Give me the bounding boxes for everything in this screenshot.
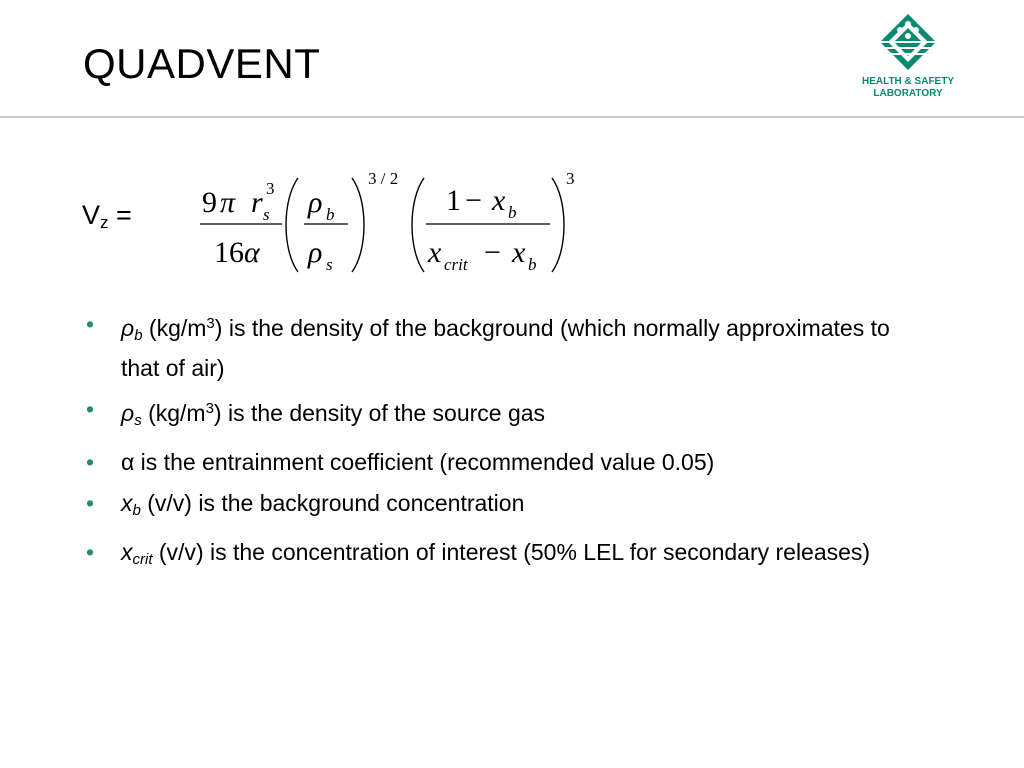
formula-rhs: [190, 160, 610, 290]
formula-term-3: [412, 169, 575, 274]
term3-right-paren: [552, 178, 564, 272]
symbol: ρ: [121, 315, 135, 341]
term1-r: r: [251, 186, 263, 219]
term3-left-paren: [412, 178, 424, 272]
description: is the density of the source gas: [221, 400, 546, 426]
term3-den-minus: −: [484, 236, 501, 269]
term2-exponent: 3 / 2: [368, 169, 399, 188]
units-pre: (kg/m: [148, 315, 207, 341]
symbol: x: [121, 490, 133, 516]
hsl-logo-mark: [858, 12, 958, 74]
term2-num-sub: b: [326, 205, 335, 224]
logo-text-line1: HEALTH & SAFETY: [861, 76, 955, 87]
term3-den-xb-sub: b: [528, 255, 537, 274]
term2-right-paren: [352, 178, 364, 272]
bullet-icon: •: [86, 311, 95, 337]
bullet-icon: •: [86, 490, 95, 516]
term2-den-sub: s: [326, 255, 333, 274]
description: (v/v) is the background concentration: [140, 490, 525, 516]
bullet-icon: •: [86, 539, 95, 565]
term3-exponent: 3: [566, 169, 575, 188]
formula-lhs-symbol: V: [82, 200, 101, 230]
formula-lhs: [82, 200, 132, 233]
formula-term-2: [286, 169, 398, 274]
term3-num-one: 1: [446, 184, 461, 217]
logo-text-line2: LABORATORY: [873, 88, 943, 99]
units-sup: 3: [205, 400, 214, 417]
formula-term-1: [200, 179, 282, 269]
list-item: [86, 446, 906, 478]
bullet-icon: •: [86, 449, 95, 475]
term2-left-paren: [286, 178, 298, 272]
title-divider: [0, 116, 1024, 118]
symbol-sub: b: [132, 502, 141, 519]
term1-pi: π: [220, 186, 236, 219]
term2-num: ρ: [308, 186, 323, 219]
term1-alpha: α: [244, 236, 260, 269]
symbol: ρ: [121, 400, 135, 426]
term2-den: ρ: [308, 236, 323, 269]
units-pre: (kg/m: [148, 400, 206, 426]
term3-num-minus: −: [465, 184, 482, 217]
list-item: [86, 393, 906, 437]
formula-lhs-equals: =: [116, 200, 132, 230]
list-item: [86, 487, 906, 527]
list-item: [86, 308, 906, 384]
formula-lhs-subscript: z: [100, 213, 109, 232]
term1-den: 16: [214, 236, 244, 269]
term3-num-x-sub: b: [508, 203, 517, 222]
term1-r-sup: 3: [266, 179, 275, 198]
description: (v/v) is the concentration of interest (50% LEL for secondary releases): [152, 539, 871, 565]
description: is the density of the background (which normally approximates to that of air): [121, 315, 890, 381]
hsl-logo: [858, 12, 958, 104]
slide-title: QUADVENT: [83, 40, 321, 87]
term3-den-x-sub: crit: [444, 255, 468, 274]
definitions-list: [86, 308, 906, 585]
symbol-sub: b: [134, 327, 143, 344]
term1-r-sub: s: [263, 205, 270, 224]
term1-coeff: 9: [202, 186, 217, 219]
term3-den-x: x: [428, 236, 442, 269]
symbol-sub: crit: [132, 551, 153, 568]
symbol: x: [121, 539, 133, 565]
units-post: ): [213, 400, 222, 426]
bullet-icon: •: [86, 396, 95, 422]
units-sup: 3: [206, 315, 215, 332]
list-item: [86, 536, 906, 576]
description: α is the entrainment coefficient (recommended value 0.05): [121, 449, 715, 475]
units-post: ): [214, 315, 223, 341]
term3-den-xb: x: [512, 236, 526, 269]
term3-num-x: x: [492, 184, 506, 217]
symbol-sub: s: [134, 412, 142, 429]
